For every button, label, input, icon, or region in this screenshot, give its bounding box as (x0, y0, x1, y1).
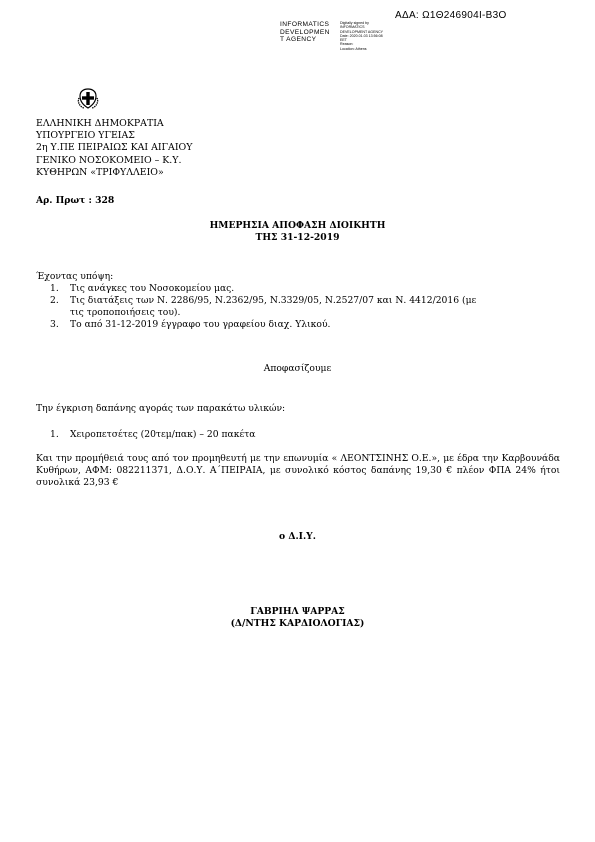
header-line: ΕΛΛΗΝΙΚΗ ΔΗΜΟΚΡΑΤΙΑ (36, 118, 164, 129)
ida-line: DEVELOPMEN (280, 28, 330, 36)
header-line: ΓΕΝΙΚΟ ΝΟΣΟΚΟΜΕΙΟ – Κ.Υ. (36, 154, 182, 166)
ida-detail: Location: Athens (340, 46, 367, 51)
list-item-number: 1. (50, 283, 59, 294)
ida-detail: EET (340, 38, 347, 43)
approval-text: Την έγκριση δαπάνης αγοράς των παρακάτω υλικών: (36, 403, 286, 414)
header-line: 2η Υ.ΠΕ ΠΕΙΡΑΙΩΣ ΚΑΙ ΑΙΓΑΙΟΥ (36, 142, 193, 154)
list-item-text: Χειροπετσέτες (20τεμ/πακ) – 20 πακέτα (70, 429, 256, 440)
list-item-number: 2. (50, 295, 59, 306)
ada-code: ΑΔΑ: Ω1Θ246904Ι-Β3Ο (395, 10, 507, 21)
header-line: ΚΥΘΗΡΩΝ «ΤΡΙΦΥΛΛΕΙΟ» (36, 166, 164, 178)
list-item-number: 1. (50, 429, 59, 440)
header-line: ΥΠΟΥΡΓΕΙΟ ΥΓΕΙΑΣ (36, 130, 135, 142)
protocol-number: Αρ. Πρωτ : 328 (36, 195, 115, 206)
supplier-paragraph: Και την προμήθειά τους από τον προμηθευτή με την επωνυμία « ΛΕΟΝΤΣΙΝΗΣ Ο.Ε.», με έδρα την Καρβουνάδα Κυθήρων, ΑΦΜ: 082211371, Δ.Ο.Υ. Α΄ΠΕΙΡΑΙΑ, με συνολικό κόστος δαπάνης 19,30 € πλέον ΦΠΑ 24% ήτοι συνολικά 23,93 € (36, 453, 560, 488)
document-title (0, 220, 595, 244)
title-line-1: ΗΜΕΡΗΣΙΑ ΑΠΟΦΑΣΗ ΔΙΟΙΚΗΤΗ (209, 220, 386, 231)
decision-heading: Αποφασίζουμε (263, 363, 332, 374)
ida-detail: DEVELOPMENT AGENCY (340, 29, 384, 34)
list-item-text: Το από 31-12-2019 έγγραφο του γραφείου διαχ. Υλικού. (70, 319, 331, 330)
list-item-text: τις τροποποιήσεις του). (70, 307, 181, 318)
considering-heading: Έχοντας υπόψη: (36, 271, 114, 282)
greek-coat-of-arms-icon (77, 88, 99, 110)
list-item-number: 3. (50, 319, 59, 330)
ida-line: T AGENCY (280, 36, 317, 44)
ida-detail: Date: 2020.01.03 13:56:08 (340, 33, 383, 38)
signatory-role: ο Δ.Ι.Υ. (279, 531, 316, 542)
ida-stamp-title (280, 21, 330, 44)
list-item-text: Τις διατάξεις των Ν. 2286/95, Ν.2362/95, Ν.3329/05, Ν.2527/07 και Ν. 4412/2016 (με (70, 295, 477, 306)
list-item-text: Τις ανάγκες του Νοσοκομείου μας. (70, 283, 235, 294)
ida-detail: Digitally signed by (340, 21, 369, 25)
ida-line: INFORMATICS (280, 21, 330, 28)
signatory-title: (Δ/ΝΤΗΣ ΚΑΡΔΙΟΛΟΓΙΑΣ) (230, 618, 365, 629)
title-line-2: ΤΗΣ 31-12-2019 (255, 232, 340, 243)
signatory-name: ΓΑΒΡΙΗΛ ΨΑΡΡΑΣ (250, 606, 345, 617)
ida-stamp-details (340, 21, 383, 51)
issuer-header (36, 118, 192, 179)
ida-detail: Reason: (340, 42, 354, 47)
ida-detail: INFORMATICS (340, 25, 365, 30)
